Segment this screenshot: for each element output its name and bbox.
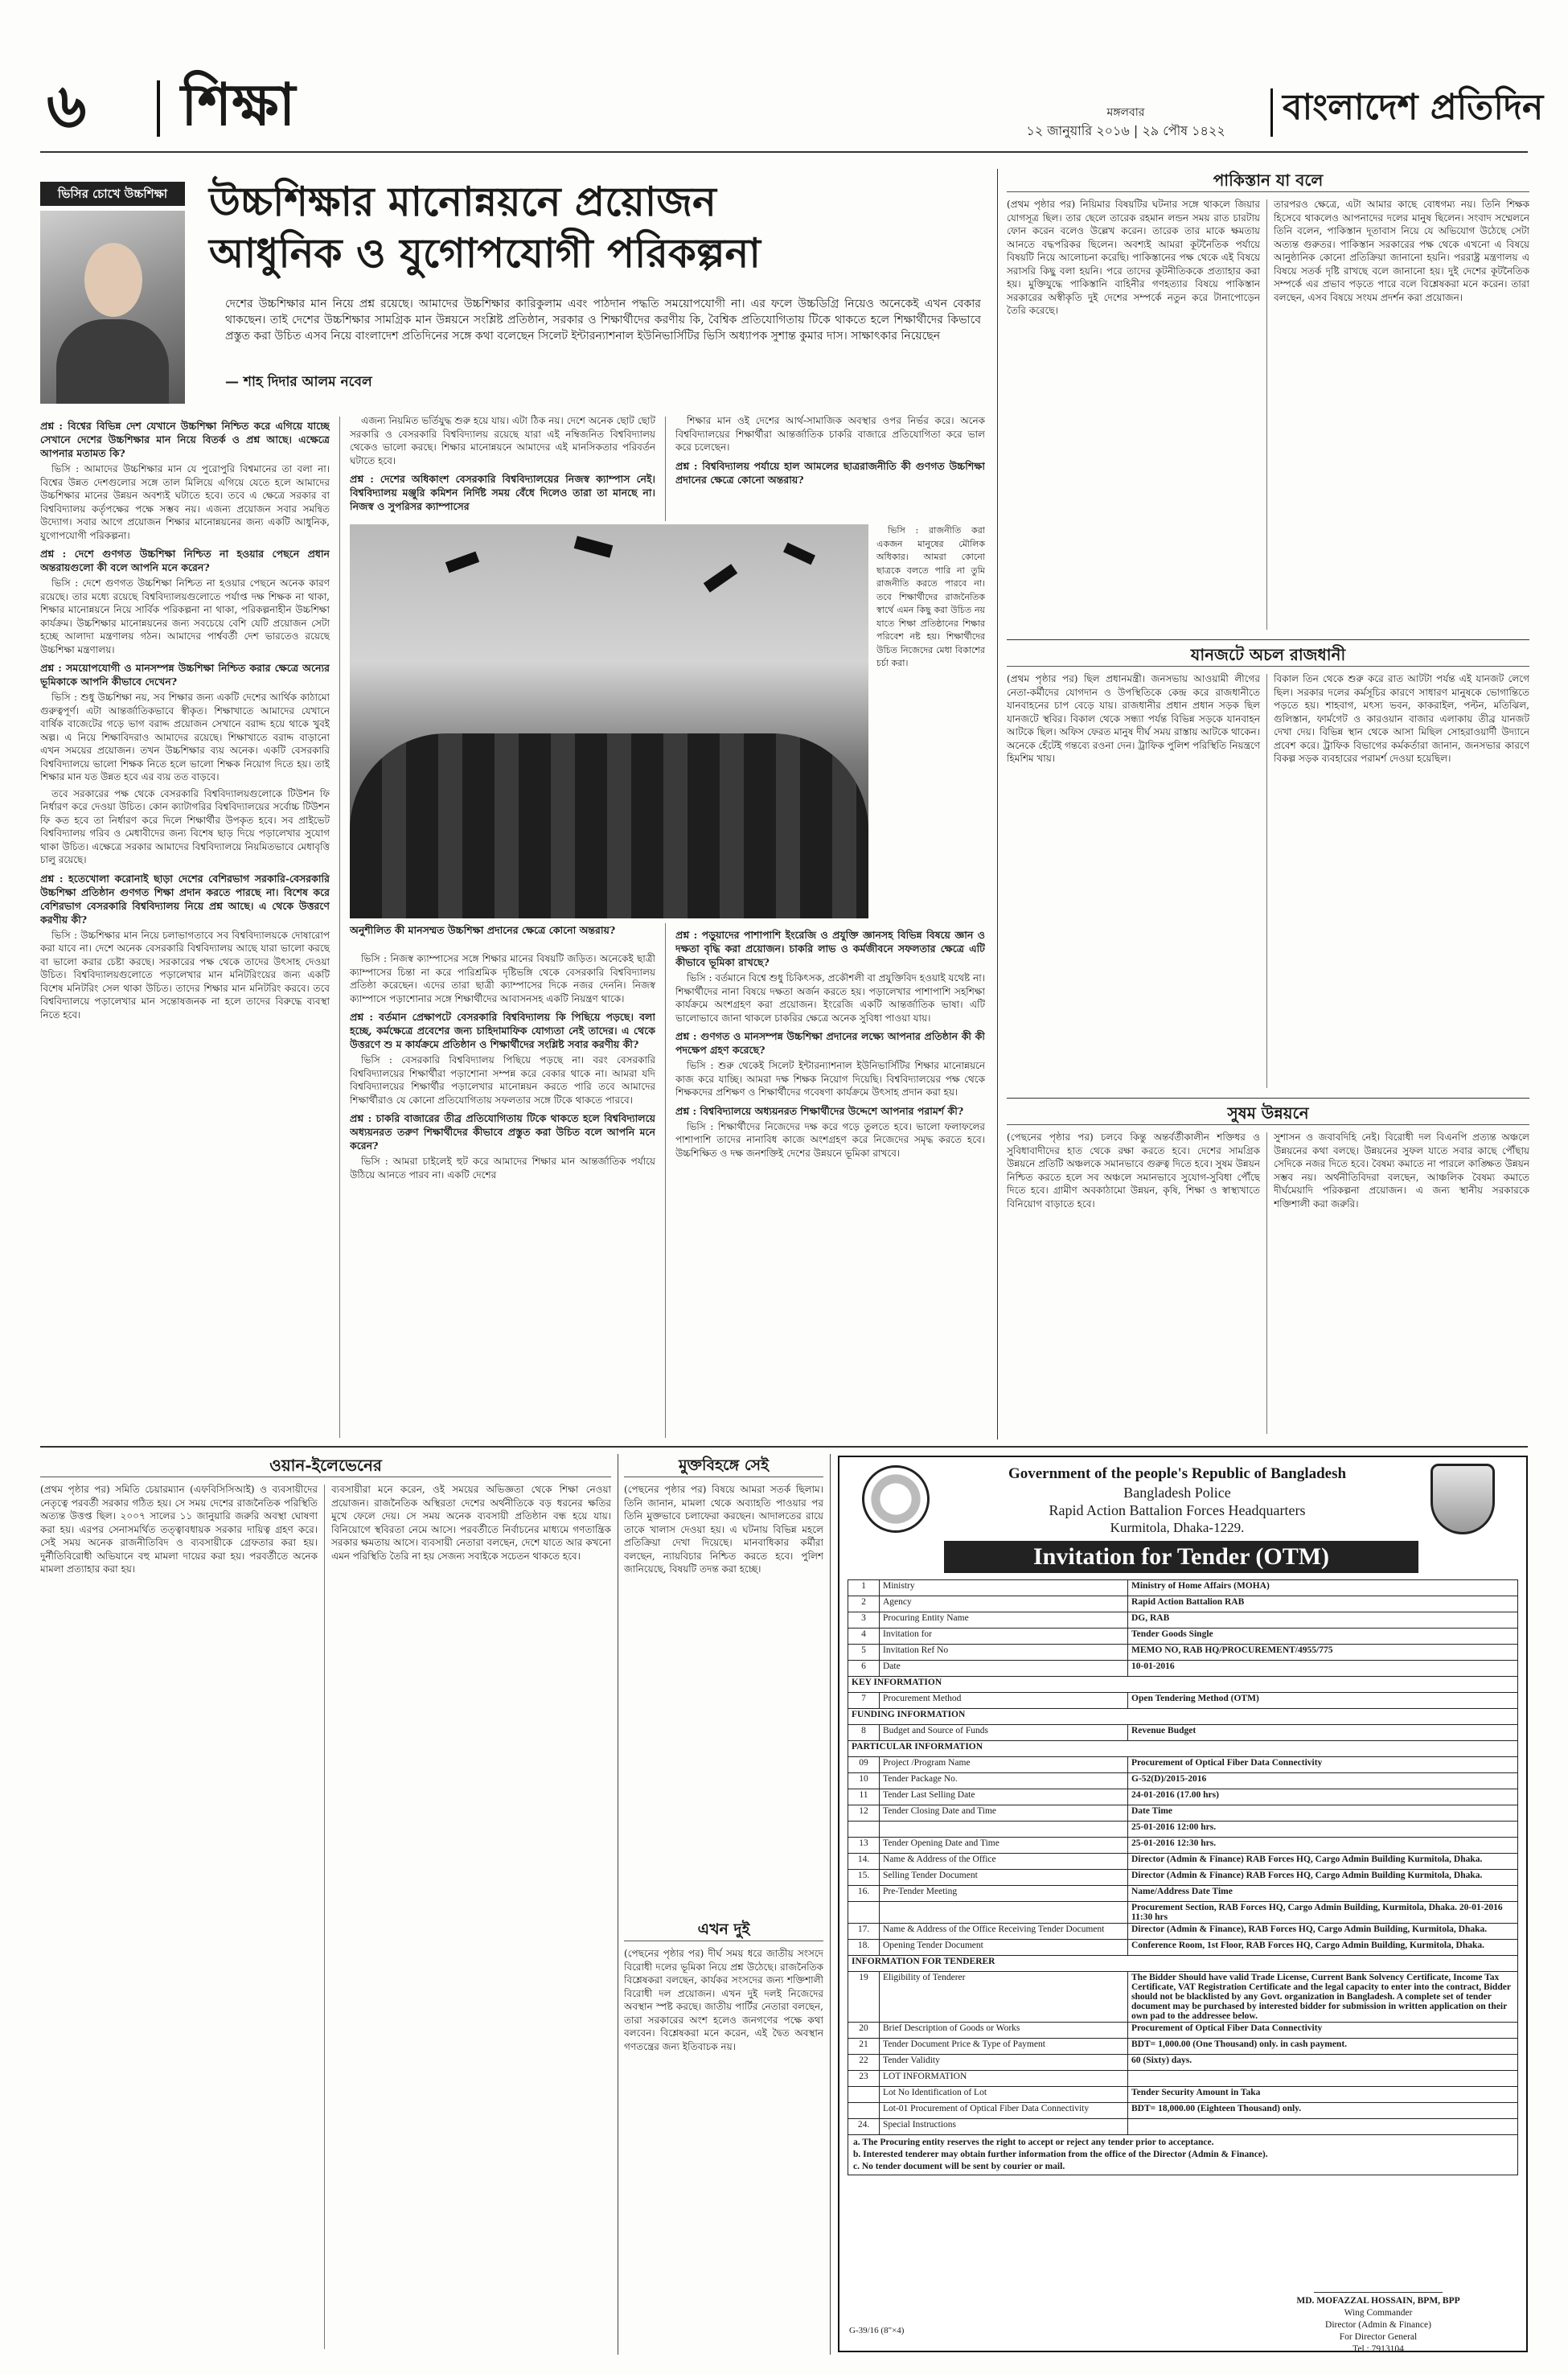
answer: ভিসি : বর্তমানে বিশ্বে শুধু চিকিৎসক, প্রকৌশলী বা প্রযুক্তিবিদ হওয়াই যথেষ্ট না। শিক্ষার্থীদের নানা বিষয়ে দক্ষতা অর্জন করতে হয়। পড়ালেখার পাশাপাশি সহশিক্ষা কার্যক্রমে অংশগ্রহণ করা প্রয়োজন। ইংরেজি একটি আন্তর্জাতিক ভাষা। এটি ভালোভাবে জানা থাকলে চাকরির ক্ষেত্রে অনেক সুবিধা পাওয়া যায়। (675, 972, 985, 1024)
tender-row-label: Special Instructions (880, 2119, 1128, 2135)
instruction-line: c. No tender document will be sent by courier or mail. (853, 2162, 1065, 2171)
right-column-divider (997, 169, 998, 1440)
story-column: (প্রথম পৃষ্ঠার পর) ছিল প্রধানমন্ত্রী। জনসভায় আওয়ামী লীগের নেতা-কর্মীদের যোগদান ও উপস্থিতিকে কেন্দ্র করে রাজধানীতে যানবাহনের চাপ বেড়ে যায়। রাজধানীর প্রধান প্রধান সড়ক ছিল যানজটে স্থবির। বিকাল থেকে সন্ধ্যা পর্যন্ত বিভিন্ন সড়কে যানবাহন আটকে ছিল। অফিস ফেরত মানুষ দীর্ঘ সময় রাস্তায় আটকে থাকেন। অনেকে হেঁটেই গন্তব্যে রওনা দেন। ট্রাফিক পুলিশ পরিস্থিতি নিয়ন্ত্রণে হিমশিম খায়। (1007, 673, 1260, 764)
tender-row-label: Ministry (880, 1580, 1128, 1596)
question: প্রশ্ন : দেশে গুণগত উচ্চশিক্ষা নিশ্চিত না হওয়ার পেছনে প্রধান অন্তরায়গুলো কী বলে আপনি মনে করেন? (40, 548, 330, 573)
question: প্রশ্ন : গুণগত ও মানসম্পন্ন উচ্চশিক্ষা প্রদানের লক্ষ্যে আপনার প্রতিষ্ঠান কী কী পদক্ষেপ গ্রহণ করেছে? (675, 1030, 985, 1056)
column-divider (830, 1454, 831, 2355)
tender-row-number (848, 2103, 880, 2119)
tender-row-value: Conference Room, 1st Floor, RAB Forces HQ, Cargo Admin Building, Kurmitola, Dhaka. (1128, 1940, 1518, 1956)
tender-row-label: Procurement Method (880, 1693, 1128, 1709)
tender-address-line: Kurmitola, Dhaka-1229. (1110, 1520, 1245, 1535)
photo-caption: অনুশীলিত কী মানসম্মত উচ্চশিক্ষা প্রদানের ক্ষেত্রে কোনো অন্তরায়? (350, 924, 616, 936)
graduates-photo (350, 524, 868, 918)
tender-row-number: 3 (848, 1612, 880, 1629)
tender-row-value: Tender Goods Single (1128, 1629, 1518, 1645)
section-rule (40, 1446, 1528, 1448)
story-column: সুশাসন ও জবাবদিহি নেই। বিরোধী দল বিএনপি প্রত্যন্ত অঞ্চলে উন্নয়নের কথা বলছে। উন্নয়নের সুফল যাতে সবার কাছে পৌঁছায় সেদিকে নজর দিতে হবে। বৈষম্য কমাতে না পারলে কাঙ্ক্ষিত উন্নয়ন সম্ভব নয়। অর্থনীতিবিদরা বলছেন, আঞ্চলিক বৈষম্য কমাতে দীর্ঘমেয়াদি পরিকল্পনা প্রয়োজন। এ জন্য স্থানীয় সরকারকে শক্তিশালী করা জরুরি। (1274, 1132, 1529, 1210)
story-headline: ওয়ান-ইলেভেনের (40, 1454, 611, 1477)
tender-unit-line: Rapid Action Battalion Forces Headquarters (1049, 1502, 1306, 1518)
question: প্রশ্ন : বিশ্ববিদ্যালয়ে অধ্যয়নরত শিক্ষার্থীদের উদ্দেশে আপনার পরামর্শ কী? (675, 1104, 964, 1117)
tender-row-label: Tender Package No. (880, 1773, 1128, 1789)
tender-row-label: Invitation Ref No (880, 1645, 1128, 1661)
tender-row (848, 1822, 1518, 1838)
header-rule (40, 151, 1528, 153)
tender-row-label: Brief Description of Goods or Works (880, 2023, 1128, 2039)
story-separator (1007, 639, 1529, 640)
signatory-title: Director (Admin & Finance) (1325, 2320, 1431, 2330)
story-column: (প্রথম পৃষ্ঠার পর) সমিতি চেয়ারম্যান (এফবিসিসিআই) ও ব্যবসায়ীদের নেতৃত্বে পরবর্তী সরকার গঠিত হয়। সে সময় দেশের রাজনৈতিক পরিস্থিতি অত্যন্ত উত্তপ্ত ছিল। ২০০৭ সালের ১১ জানুয়ারি জরুরি অবস্থা ঘোষণা করা হয়। এরপর সেনাসমর্থিত তত্ত্বাবধায়ক সরকার দায়িত্ব গ্রহণ করে। সেই সময় অনেক রাজনীতিবিদ ও ব্যবসায়ীকে গ্রেফতার করা হয়। দুর্নীতিবিরোধী অভিযানে বহু মামলা দায়ের করা হয়। পরবর্তীতে অনেক মামলা প্রত্যাহার করা হয়। (40, 1484, 318, 1575)
tender-row (848, 1972, 1518, 2023)
tender-row (848, 1886, 1518, 1902)
tender-row-value: MEMO NO, RAB HQ/PROCUREMENT/4955/775 (1128, 1645, 1518, 1661)
column-divider (1266, 199, 1267, 630)
answer: ভিসি : আমরা চাইলেই হুট করে আমাদের শিক্ষার মান আন্তর্জাতিক পর্যায়ে উঠিয়ে আনতে পারব না। একটি দেশের (350, 1156, 655, 1181)
ad-code: G-39/16 (8"×4) (849, 2326, 905, 2335)
column-divider (1266, 1132, 1267, 1434)
tender-row-value: 24-01-2016 (17.00 hrs) (1128, 1789, 1518, 1805)
tender-row (848, 1693, 1518, 1709)
tender-row-number: 15. (848, 1870, 880, 1886)
tender-row-value: Date Time (1128, 1805, 1518, 1822)
tender-row-number: 11 (848, 1789, 880, 1805)
tender-row-number: 2 (848, 1596, 880, 1612)
tender-section-heading: INFORMATION FOR TENDERER (848, 1956, 1518, 1972)
interview-column-3-bottom (675, 923, 985, 1438)
question: প্রশ্ন : বিশ্বের বিভিন্ন দেশ যেখানে উচ্চশিক্ষা নিশ্চিত করে এগিয়ে যাচ্ছে সেখানে দেশের উচ্চশিক্ষার মান নিয়ে বিতর্ক ও প্রশ্ন আছে। এক্ষেত্রে আপনার মতামত কি? (40, 420, 330, 459)
tender-row-label: LOT INFORMATION (880, 2071, 1128, 2087)
ekhon-dui-story (624, 1918, 823, 2356)
tender-row-number: 21 (848, 2039, 880, 2055)
tender-row (848, 2103, 1518, 2119)
main-headline-line2: আধুনিক ও যুগোপযোগী পরিকল্পনা (209, 229, 761, 277)
instruction-line: a. The Procuring entity reserves the right to accept or reject any tender prior to acceptance. (853, 2138, 1214, 2147)
column-divider (1266, 674, 1267, 1088)
tender-row (848, 2039, 1518, 2055)
tender-row (848, 1789, 1518, 1805)
story-headline: মুক্তবিহঙ্গে সেই (624, 1454, 823, 1477)
tender-table (848, 1579, 1518, 2175)
main-headline-line1: উচ্চশিক্ষার মানোন্নয়নে প্রয়োজন (209, 178, 716, 225)
tender-row (848, 1709, 1518, 1725)
tender-row-value: The Bidder Should have valid Trade License, Current Bank Solvency Certificate, Income Tax Certificate, VAT Registration Certificate and the legal capacity to enter into the contract, Bidder should not be blacklisted by any Govt. organization in Bangladesh. A complete set of tender document may be purchased by interested bidder for submission in written application on their own pad to the addressee below. (1128, 1972, 1518, 2023)
answer: ভিসি : দেশে গুণগত উচ্চশিক্ষা নিশ্চিত না হওয়ার পেছনে অনেক কারণ রয়েছে। তার মধ্যে রয়েছে বিশ্ববিদ্যালয়গুলোতে পর্যাপ্ত দক্ষ শিক্ষক না থাকা, শিক্ষার মানোন্নয়নে নিয়ে সার্বিক পরিকল্পনা না থাকা, পরিকল্পনাহীন উচ্চশিক্ষা কার্যক্রম। উচ্চশিক্ষার মানোন্নয়নের জন্য সবচেয়ে বেশি যেটি প্রয়োজন সেটা হচ্ছে আলাদা মন্ত্রণালয় গঠন। আমাদের পার্শ্ববর্তী দেশ ভারতেও রয়েছে উচ্চশিক্ষা মন্ত্রণালয়। (40, 577, 330, 655)
tender-row (848, 1805, 1518, 1822)
tender-section-heading: PARTICULAR INFORMATION (848, 1741, 1518, 1757)
signatory-for: For Director General (1339, 2332, 1418, 2342)
question: প্রশ্ন : পড়ুয়াদের পাশাপাশি ইংরেজি ও প্রযুক্তি জ্ঞানসহ বিভিন্ন বিষয়ে জ্ঞান ও দক্ষতা বৃদ্ধি করা প্রয়োজন। চাকরি লাভ ও কর্মজীবনে সফলতার ক্ষেত্রে এটি কীভাবে ভূমিকা রাখছে? (675, 929, 985, 968)
vc-portrait-photo (40, 211, 185, 404)
tender-row-value: 25-01-2016 12:30 hrs. (1128, 1838, 1518, 1854)
graduate-cap-icon (574, 536, 614, 557)
question: প্রশ্ন : দেশের অধিকাংশ বেসরকারি বিশ্ববিদ্যালয়ের নিজস্ব ক্যাম্পাস নেই। বিশ্ববিদ্যালয় মঞ্জুরি কমিশন নির্দিষ্ট সময় বেঁধে দিলেও তারা তা মানছে না। নিজস্ব ও সুপরিসর ক্যাম্পাসের (350, 473, 655, 512)
answer: শিক্ষার মান ওই দেশের আর্থ-সামাজিক অবস্থার ওপর নির্ভর করে। অনেক বিশ্ববিদ্যালয়ের শিক্ষার্থীরা আন্তর্জাতিক চাকরি বাজারে প্রতিযোগিতা করে ভাল করে চলেছেন। (675, 415, 985, 453)
header-weekday: মঙ্গলবার (1106, 106, 1145, 119)
tender-row-value (1128, 2119, 1518, 2135)
tender-row-number: 13 (848, 1838, 880, 1854)
question: প্রশ্ন : হতেখোলা করোনাই ছাড়া দেশের বেশিরভাগ সরকারি-বেসরকারি উচ্চশিক্ষা প্রতিষ্ঠান গুণগত শিক্ষা প্রদান করতে পারছে না। বিশেষ করে বেশিরভাগ বেসরকারি বিশ্ববিদ্যালয় নিয়ে প্রশ্ন আছে। এ থেকে উত্তরণে করণীয় কী? (40, 872, 330, 926)
tender-row-label: Name & Address of the Office Receiving Tender Document (880, 1924, 1128, 1940)
janjot-story (1007, 643, 1529, 1094)
story-column: বিকাল তিন থেকে শুরু করে রাত আটটা পর্যন্ত এই যানজট লেগে ছিল। সরকার দলের কর্মসূচির কারণে সাধারণ মানুষকে ভোগান্তিতে পড়তে হয়। শাহবাগ, মৎস্য ভবন, কাকরাইল, পল্টন, মতিঝিল, গুলিস্তান, ফার্মগেট ও কারওয়ান বাজার এলাকায় তীব্র যানজট দেখা দেয়। বিভিন্ন স্থান থেকে আসা মিছিল সোহরাওয়ার্দী উদ্যানে প্রবেশ করে। ট্রাফিক বিভাগের কর্মকর্তারা জানান, জনসভার কারণে বিকল্প সড়ক ব্যবহারের পরামর্শ দেওয়া হয়েছিল। (1274, 673, 1529, 764)
tender-row (848, 2119, 1518, 2135)
tender-section-heading: KEY INFORMATION (848, 1677, 1518, 1693)
tender-row-label: Name & Address of the Office (880, 1854, 1128, 1870)
tender-row-value: Procurement Section, RAB Forces HQ, Cargo Admin Building, Kurmitola, Dhaka. 20-01-2016 11:30 hrs (1128, 1902, 1518, 1924)
tender-row-number: 17. (848, 1924, 880, 1940)
answer: ভিসি : শুধু উচ্চশিক্ষা নয়, সব শিক্ষার জন্য একটি দেশের আর্থিক কাঠামো গুরুত্বপূর্ণ। এটা আন্তর্জাতিকভাবে স্বীকৃত। শিক্ষাখাতে আমাদের যেখানে বার্ষিক বাজেটের গড়ে ভাগ বরাদ্দ প্রয়োজন সেখানে বরাদ্দ হয়ে থাকে খুবই অল্প। এ নিয়ে শিক্ষাবিদরাও আমাদের রয়েছে। শিক্ষাখাতে বরাদ্দ বাড়ানো এখন সময়ের প্রয়োজন। তখন উচ্চশিক্ষার ব্যয় অনেক। একটি বেসরকারি বিশ্ববিদ্যালয়ে ভালো শিক্ষক নিতে হলে ভালো শিক্ষক নিয়োগ দিতে হয়। তাই শিক্ষার মান যত উন্নত হবে এর ব্যয় তত বাড়বে। (40, 692, 330, 782)
tender-row-label: Project /Program Name (880, 1757, 1128, 1773)
tender-section-heading: FUNDING INFORMATION (848, 1709, 1518, 1725)
pakistan-story (1007, 169, 1529, 635)
main-story (40, 161, 989, 1448)
tender-row-number: 19 (848, 1972, 880, 2023)
column-divider (339, 417, 340, 1438)
tender-row-label: Opening Tender Document (880, 1940, 1128, 1956)
tender-row-number: 23 (848, 2071, 880, 2087)
signature-block (1242, 2279, 1515, 2356)
tender-row-value: G-52(D)/2015-2016 (1128, 1773, 1518, 1789)
sushom-story (1007, 1102, 1529, 1440)
tender-row-number: 8 (848, 1725, 880, 1741)
tender-row (848, 1596, 1518, 1612)
answer: তবে সরকারের পক্ষ থেকে বেসরকারি বিশ্ববিদ্যালয়গুলোকে টিউশন ফি নির্ধারণ করে দেওয়া উচিত। কোন ক্যাটাগরির বিশ্ববিদ্যালয়ের সর্বোচ্চ টিউশন ফি কত হবে তা নির্ধারণ করে দিলে শিক্ষার্থীর উপকৃত হবে। সব প্রাইভেট বিশ্ববিদ্যালয় গরিব ও মেধাবীদের জন্য বিশেষ ছাড় দিয়ে পড়ালেখার সুযোগ থাকা উচিত। এক্ষেত্রে সরকার আমাদের বিশ্ববিদ্যালয়ে নিয়মিতভাবে মেধাবৃত্তি চালু রয়েছে। (40, 787, 330, 865)
signature-mark (1314, 2279, 1443, 2293)
story-column: (পেছনের পৃষ্ঠার পর) চলবে কিন্তু অন্তর্বর্তীকালীন শক্তিধর ও সুবিধাবাদীদের হাত থেকে রক্ষা করতে হবে। দেশের সামগ্রিক উন্নয়নে প্রতিটি অঞ্চলকে সমানভাবে গুরুত্ব দিতে হবে। সুষম উন্নয়ন নিশ্চিত করতে হলে সব অঞ্চলে সমানভাবে সুযোগ-সুবিধা পৌঁছে দিতে হবে। গ্রামীণ অবকাঠামো উন্নয়ন, কৃষি, শিক্ষা ও স্বাস্থ্যখাতে বিনিয়োগ বাড়াতে হবে। (1007, 1132, 1260, 1210)
tender-row-number (848, 1902, 880, 1924)
tender-row-number: 6 (848, 1661, 880, 1677)
tender-row-value: Procurement of Optical Fiber Data Connectivity (1128, 2023, 1518, 2039)
tender-row-label: Invitation for (880, 1629, 1128, 1645)
tender-row (848, 1612, 1518, 1629)
masthead-logo: বাংলাদেশ প্রতিদিন (1283, 87, 1544, 128)
graduates-crowd (350, 733, 868, 918)
tender-row-number: 4 (848, 1629, 880, 1645)
tender-row-value: 10-01-2016 (1128, 1661, 1518, 1677)
story-column: (প্রথম পৃষ্ঠার পর) নিয়িমার বিষয়টির ঘটনার সঙ্গে থাকলে জিয়ার যোগসূত্র ছিল। তার ছেলে তারেক রহমান লন্ডন সময় রাত চারটায় ফোন করেন বলেও উল্লেখ করেন। তারেক তার মাকে ক্ষমতায় আনতে বদ্ধপরিকর ছিলেন। অবশ্যই আমরা কূটনৈতিক পর্যায়ে বিষয়টি নিয়ে আলোচনা করেছি। পাকিস্তানের পক্ষ থেকে এই বিষয়ে সরাসরি কিছু বলা হয়নি। পরে তাদের কূটনীতিককে প্রত্যাহার করা হয়। মুক্তিযুদ্ধে পাকিস্তানি বাহিনীর গণহত্যার বিষয়ে পাকিস্তান সরকারের অস্বীকৃতি দুই দেশের সম্পর্কে নতুন করে টানাপোড়েন তৈরি করেছে। (1007, 199, 1260, 316)
tender-row (848, 1580, 1518, 1596)
tender-row-number: 18. (848, 1940, 880, 1956)
answer: ভিসি : শুরু থেকেই সিলেট ইন্টারন্যাশনাল ইউনিভার্সিটির শিক্ষার মানোন্নয়নে কাজ করে যাচ্ছি। আমরা দক্ষ শিক্ষক নিয়োগ দিয়েছি। বিশ্ববিদ্যালয়ের পক্ষ থেকে শিক্ষকদের প্রশিক্ষণ ও শিক্ষার্থীদের গবেষণা কার্যক্রমে উৎসাহ প্রদান করা হয়। (675, 1060, 985, 1098)
tender-row-label: Date (880, 1661, 1128, 1677)
tender-row-value: Rapid Action Battalion RAB (1128, 1596, 1518, 1612)
page-number: ৬ (47, 70, 87, 142)
tender-row-number: 24. (848, 2119, 880, 2135)
column-divider (665, 923, 666, 1438)
tender-row-value: Revenue Budget (1128, 1725, 1518, 1741)
story-column: (পেছনের পৃষ্ঠার পর) দীর্ঘ সময় ধরে জাতীয় সংসদে বিরোধী দলের ভূমিকা নিয়ে প্রশ্ন উঠেছে। রাজনৈতিক বিশ্লেষকরা বলছেন, কার্যকর সংসদের জন্য শক্তিশালী বিরোধী দল প্রয়োজন। এখন দুই দলই নিজেদের অবস্থান স্পষ্ট করছে। জাতীয় পার্টির নেতারা বলছেন, তারা সরকারের অংশ হলেও জনগণের পক্ষে কথা বলবেন। বিশ্লেষকরা মনে করেন, এই দ্বৈত অবস্থান গণতন্ত্রের জন্য ইতিবাচক নয়। (624, 1948, 823, 2052)
tender-row (848, 2023, 1518, 2039)
portrait-body (56, 319, 169, 404)
story-column: ব্যবসায়ীরা মনে করেন, ওই সময়ের অভিজ্ঞতা থেকে শিক্ষা নেওয়া প্রয়োজন। রাজনৈতিক অস্থিরতা দেশের অর্থনীতিকে বড় ধরনের ক্ষতির মুখে ফেলে দেয়। সে সময় অনেক ব্যবসায়ী প্রতিষ্ঠান বন্ধ হয়ে যায়। বিনিয়োগে স্থবিরতা নেমে আসে। পরবর্তীতে নির্বাচনের মাধ্যমে গণতান্ত্রিক সরকার ক্ষমতায় আসে। ব্যবসায়ী নেতারা বলছেন, দেশে যাতে আর কখনো এমন পরিস্থিতি তৈরি না হয় সেজন্য সবাইকে সচেতন থাকতে হবে। (331, 1484, 611, 1562)
tender-row-value: Director (Admin & Finance) RAB Forces HQ, Cargo Admin Building Kurmitola, Dhaka. (1128, 1854, 1518, 1870)
tender-row-label (880, 1902, 1128, 1924)
police-emblem (862, 1465, 930, 1533)
special-instructions (848, 2135, 1518, 2175)
tender-row (848, 1854, 1518, 1870)
tender-row (848, 2055, 1518, 2071)
tender-notice (838, 1456, 1528, 2352)
main-byline: — শাহ দিদার আলম নবেল (225, 374, 372, 390)
answer: ভিসি : উচ্চশিক্ষার মান নিয়ে চলাভাগতাবে সব বিশ্ববিদ্যালয়কে দোষারোপ করা যাবে না। দেশে অনেক বেসরকারি বিশ্ববিদ্যালয় আছে যারা ভালো করছে বা ভালো করার চেষ্টা করছে। সরকারের পক্ষ থেকে তাদের উৎসাহ দেওয়া উচিত। বিশ্ববিদ্যালয়গুলোতে পড়ালেখার মান মনিটরিংয়ের জন্য একটি বিশেষ মনিটরিং সেল থাকা উচিত। তাদের শিক্ষার মান মনিটরিং করবে। তবে বিশ্ববিদ্যালয়ে পড়ালেখার মান সন্তোষজনক না হলে তাদের বিরুদ্ধে ব্যবস্থা নিতে হবে। (40, 929, 330, 1021)
story-tag: ভিসির চোখে উচ্চশিক্ষা (40, 182, 185, 206)
story-column: (পেছনের পৃষ্ঠার পর) বিষয়ে আমরা সতর্ক ছিলাম। তিনি জানান, মামলা থেকে অব্যাহতি পাওয়ার পর তিনি মুক্তভাবে চলাফেরা করছেন। আদালতের রায়ে তাকে খালাস দেওয়া হয়। এ ঘটনায় বিভিন্ন মহলে প্রতিক্রিয়া দেখা দিয়েছে। মানবাধিকার কর্মীরা বলছেন, ন্যায়বিচার নিশ্চিত করতে হবে। পুলিশ জানিয়েছে, বিষয়টি তদন্ত করা হচ্ছে। (624, 1484, 823, 1575)
tender-row-number: 7 (848, 1693, 880, 1709)
tender-row-number: 10 (848, 1773, 880, 1789)
signatory-name: MD. MOFAZZAL HOSSAIN, BPM, BPP (1296, 2296, 1460, 2306)
tender-row-value: 25-01-2016 12:00 hrs. (1128, 1822, 1518, 1838)
rab-emblem (1430, 1464, 1495, 1534)
tender-row-number: 12 (848, 1805, 880, 1822)
tender-row-label: Lot-01 Procurement of Optical Fiber Data Connectivity (880, 2103, 1128, 2119)
tender-row-label: Lot No Identification of Lot (880, 2087, 1128, 2103)
signatory-tel: Tel : 7913104 (1353, 2344, 1404, 2354)
one-eleven-story (40, 1454, 611, 2355)
tender-row (848, 1645, 1518, 1661)
tender-row-number (848, 1822, 880, 1838)
tender-row-value: Director (Admin & Finance) RAB Forces HQ, Cargo Admin Building Kurmitola, Dhaka. (1128, 1870, 1518, 1886)
tender-row (848, 1940, 1518, 1956)
tender-row-number (848, 2087, 880, 2103)
tender-row-label: Tender Validity (880, 2055, 1128, 2071)
question: প্রশ্ন : বর্তমান প্রেক্ষাপটে বেসরকারি বিশ্ববিদ্যালয় কি পিছিয়ে পড়ছে। বলা হচ্ছে, কর্মক্ষেত্রে প্রবেশের জন্য চাহিদামাফিক যোগ্যতা নেই তাদের। এ থেকে উত্তরণে শু ম কার্যক্রমে প্রতিষ্ঠান ও শিক্ষার্থীদের সংশ্লিষ্ট সবার করণীয় কী? (350, 1011, 655, 1050)
tender-row-label: Agency (880, 1596, 1128, 1612)
tender-row (848, 1902, 1518, 1924)
tender-row-label (880, 1822, 1128, 1838)
tender-row (848, 1629, 1518, 1645)
tender-row (848, 1956, 1518, 1972)
section-divider (157, 80, 160, 137)
tender-row-label: Eligibility of Tenderer (880, 1972, 1128, 2023)
tender-row-value: DG, RAB (1128, 1612, 1518, 1629)
tender-row-label: Pre-Tender Meeting (880, 1886, 1128, 1902)
tender-row-number: 1 (848, 1580, 880, 1596)
masthead-divider (1270, 88, 1273, 137)
answer: ভিসি : বেসরকারি বিশ্ববিদ্যালয় পিছিয়ে পড়ছে না। বরং বেসরকারি বিশ্ববিদ্যালয়ের শিক্ষার্থীরা পড়াশোনা সম্পন্ন করে বেকার থাকে না। আমরা যদি বিশ্ববিদ্যালয়ের শিক্ষার্থীর পড়ালেখার মানোন্নয়ন করতে পারি তবে আমাদের শিক্ষার্থীরাও যে কোনো প্রতিযোগিতায় সফলতার সঙ্গে টিকে থাকতে পারবে। (350, 1054, 655, 1106)
header-date: ১২ জানুয়ারি ২০১৬ | ২৯ পৌষ ১৪২২ (1026, 123, 1225, 138)
answer: ভিসি : রাজনীতি করা একজন মানুষের মৌলিক অধিকার। আমরা কোনো ছাত্রকে বলতে পারি না তুমি রাজনীতি করতে পারবে না। তবে শিক্ষার্থীদের রাজনৈতিক স্বার্থে এমন কিছু করা উচিত নয় যাতে শিক্ষা প্রতিষ্ঠানের শিক্ষার পরিবেশ নষ্ট হয়। শিক্ষার্থীদের উচিত নিজেদের মেধা বিকাশের চর্চা করা। (876, 525, 985, 668)
question: প্রশ্ন : চাকরি বাজারের তীব্র প্রতিযোগিতায় টিকে থাকতে হলে বিশ্ববিদ্যালয়ে অধ্যয়নরত তরুণ শিক্ষার্থীদের কীভাবে প্রস্তুত করা উচিত বলে আপনি মনে করেন? (350, 1112, 655, 1152)
graduate-cap-icon (704, 564, 737, 593)
tender-row-label: Tender Last Selling Date (880, 1789, 1128, 1805)
tender-row-value: BDT= 18,000.00 (Eighteen Thousand) only. (1128, 2103, 1518, 2119)
story-headline: পাকিস্তান যা বলে (1007, 169, 1529, 192)
tender-row (848, 1741, 1518, 1757)
tender-row-label: Procuring Entity Name (880, 1612, 1128, 1629)
muktobihonge-story (624, 1454, 823, 1912)
tender-row-value: 60 (Sixty) days. (1128, 2055, 1518, 2071)
tender-row-label: Tender Document Price & Type of Payment (880, 2039, 1128, 2055)
tender-row (848, 1773, 1518, 1789)
story-headline: যানজটে অচল রাজধানী (1007, 643, 1529, 667)
interview-column-1 (40, 414, 330, 1440)
tender-row-value: Open Tendering Method (OTM) (1128, 1693, 1518, 1709)
interview-column-3-top (675, 414, 985, 519)
tender-row-number: 16. (848, 1886, 880, 1902)
interview-column-2-bottom (350, 952, 655, 1439)
tender-row (848, 2071, 1518, 2087)
story-column: তারপরও ক্ষেত্রে, এটা আমার কাছে বোধগম্য নয়। তিনি শিক্ষক হিসেবে থাকলেও আপনাদের দলের মানুষ ছিলেন। সংবাদ সম্মেলনে তিনি বলেন, পাকিস্তান দূতাবাস নিয়ে যে অভিযোগ উঠেছে সেটা অত্যন্ত গুরুতর। পাকিস্তান সরকারের পক্ষ থেকে এখনো এ বিষয়ে আনুষ্ঠানিক কোনো প্রতিক্রিয়া জানানো হয়নি। পররাষ্ট্র মন্ত্রণালয় এ বিষয়ে সতর্ক দৃষ্টি রাখছে বলে জানানো হয়। দুই দেশের কূটনৈতিক সম্পর্কে এর প্রভাব পড়তে পারে বলে বিশ্লেষকরা মনে করেন। তারা বলছেন, এসব বিষয়ে সংযম প্রদর্শন করা প্রয়োজন। (1274, 199, 1529, 303)
story-headline: এখন দুই (624, 1918, 823, 1941)
tender-row (848, 1924, 1518, 1940)
tender-banner: Invitation for Tender (OTM) (944, 1541, 1418, 1573)
column-divider (324, 1485, 325, 2349)
answer: ভিসি : আমাদের উচ্চশিক্ষার মান যে পুরোপুরি বিশ্বমানের তা বলা না। বিশ্বের উন্নত দেশগুলোর সঙ্গে তাল মিলিয়ে এগিয়ে যেতে হলে আমাদের উচ্চশিক্ষার মানের উন্নয়ন অবশ্যই ঘটাতে হবে। তবে এ ক্ষেত্রে সরকার বা বিশ্ববিদ্যালয় কর্তৃপক্ষের পক্ষে সম্ভব নয়। এজন্য প্রয়োজন সবার সমন্বিত উদ্যোগ। সবার আগে প্রয়োজন শিক্ষার মানোন্নয়নের জন্য একটি আধুনিক, যুগোপযোগী পরিকল্পনা। (40, 463, 330, 541)
story-headline: সুষম উন্নয়নে (1007, 1102, 1529, 1125)
answer: ভিসি : নিজস্ব ক্যাম্পাসের সঙ্গে শিক্ষার মানের বিষয়টি জড়িত। অনেকেই ছাত্রী ক্যাম্পাসের চিন্তা না করে পারিশ্রমিক দৃষ্টিভঙ্গি থেকে বেসরকারি বিশ্ববিদ্যালয় প্রতিষ্ঠা করেছেন। এদের তারা ছাত্রী ক্যাম্পাসের দিকে নজর দেননি। নিজস্ব ক্যাম্পাসে পড়াশোনার সঙ্গে শিক্ষার্থীদের আবাসনসহ একটি নিয়ন্ত্রণ থাকে। (350, 953, 655, 1004)
tender-row-number: 22 (848, 2055, 880, 2071)
tender-row-number: 09 (848, 1757, 880, 1773)
section-title: শিক্ষা (181, 70, 296, 138)
graduate-cap-icon (783, 543, 815, 565)
tender-row-value (1128, 2071, 1518, 2087)
answer: এজন্য নিয়মিত ভর্তিযুদ্ধ শুরু হয়ে যায়। এটা ঠিক নয়। দেশে অনেক ছোট ছোট সরকারি ও বেসরকারি বিশ্ববিদ্যালয় রয়েছে যারা এই নম্বিজনিত বিশ্ববিদ্যালয় থেকেও ভালো করছে। শিক্ষার মানোন্নয়নে আমাদের এই মানসিকতার পরিবর্তন ঘটাতে হবে। (350, 415, 655, 466)
tender-row-number: 5 (848, 1645, 880, 1661)
tender-row-label: Budget and Source of Funds (880, 1725, 1128, 1741)
tender-row (848, 1757, 1518, 1773)
tender-row (848, 1725, 1518, 1741)
question: প্রশ্ন : সময়োপযোগী ও মানসম্পন্ন উচ্চশিক্ষা নিশ্চিত করার ক্ষেত্রে অন্যের ভূমিকাকে আপনি কীভাবে দেখেন? (40, 662, 330, 688)
tender-org-line: Bangladesh Police (1123, 1485, 1231, 1501)
tender-row-value: Procurement of Optical Fiber Data Connectivity (1128, 1757, 1518, 1773)
tender-row (848, 1870, 1518, 1886)
graduate-cap-icon (445, 552, 479, 573)
column-divider (665, 417, 666, 521)
main-intro: দেশের উচ্চশিক্ষার মান নিয়ে প্রশ্ন রয়েছে। আমাদের উচ্চশিক্ষার কারিকুলাম এবং পাঠদান পদ্ধতি সময়োপযোগী না। এর ফলে উচ্চডিগ্রি নিয়েও অনেকেই এখন বেকার থাকছেন। তাই দেশের উচ্চশিক্ষার সামগ্রিক মান উন্নয়নে সংশ্লিষ্ট প্রতিষ্ঠান, সরকার ও শিক্ষার্থীদের করণীয় কি, বৈশ্বিক প্রতিযোগিতায় টিকে থাকতে হলে শিক্ষার্থীদের কিভাবে প্রস্তুত করা উচিত এসব নিয়ে বাংলাদেশ প্রতিদিনের সঙ্গে কথা বলেছেন সিলেট ইন্টারন্যাশনাল ইউনিভার্সিটির ভিসি অধ্যাপক সুশান্ত কুমার দাস। সাক্ষাৎকার নিয়েছেন (225, 298, 981, 343)
tender-row-value: BDT= 1,000.00 (One Thousand) only. in cash payment. (1128, 2039, 1518, 2055)
tender-row-value: Director (Admin & Finance), RAB Forces HQ, Cargo Admin Building, Kurmitola, Dhaka. (1128, 1924, 1518, 1940)
question: প্রশ্ন : বিশ্ববিদ্যালয় পর্যায়ে হাল আমলের ছাত্ররাজনীতি কী গুণগত উচ্চশিক্ষা প্রদানের ক্ষেত্রে কোনো অন্তরায়? (675, 459, 985, 486)
tender-row-value: Tender Security Amount in Taka (1128, 2087, 1518, 2103)
tender-row-value: Name/Address Date Time (1128, 1886, 1518, 1902)
tender-row-label: Selling Tender Document (880, 1870, 1128, 1886)
page-header (0, 0, 1568, 161)
tender-row (848, 2087, 1518, 2103)
tender-row-value: Ministry of Home Affairs (MOHA) (1128, 1580, 1518, 1596)
tender-row-number: 14. (848, 1854, 880, 1870)
tender-row (848, 1661, 1518, 1677)
answer: ভিসি : শিক্ষার্থীদের নিজেদের দক্ষ করে গড়ে তুলতে হবে। ভালো ফলাফলের পাশাপাশি তাদের নানাবিধ কাজে অংশগ্রহণ করে নিজেদের সমৃদ্ধ করতে হবে। উচ্চশিক্ষিত ও দক্ষ জনশক্তিই দেশের উন্নয়নে ভূমিকা রাখবে। (675, 1120, 985, 1159)
signatory-rank: Wing Commander (1344, 2308, 1413, 2318)
instruction-line: b. Interested tenderer may obtain further information from the office of the Director (Admin & Finance). (853, 2150, 1268, 2159)
story-separator (1007, 1098, 1529, 1099)
interview-column-2-top (350, 414, 655, 519)
interview-column-3 (876, 524, 985, 918)
tender-row (848, 1677, 1518, 1693)
portrait-face (84, 243, 142, 317)
tender-row (848, 1838, 1518, 1854)
tender-gov-line: Government of the people's Republic of Bangladesh (1008, 1465, 1347, 1482)
tender-row-number: 20 (848, 2023, 880, 2039)
tender-row-label: Tender Closing Date and Time (880, 1805, 1128, 1822)
tender-row-label: Tender Opening Date and Time (880, 1838, 1128, 1854)
